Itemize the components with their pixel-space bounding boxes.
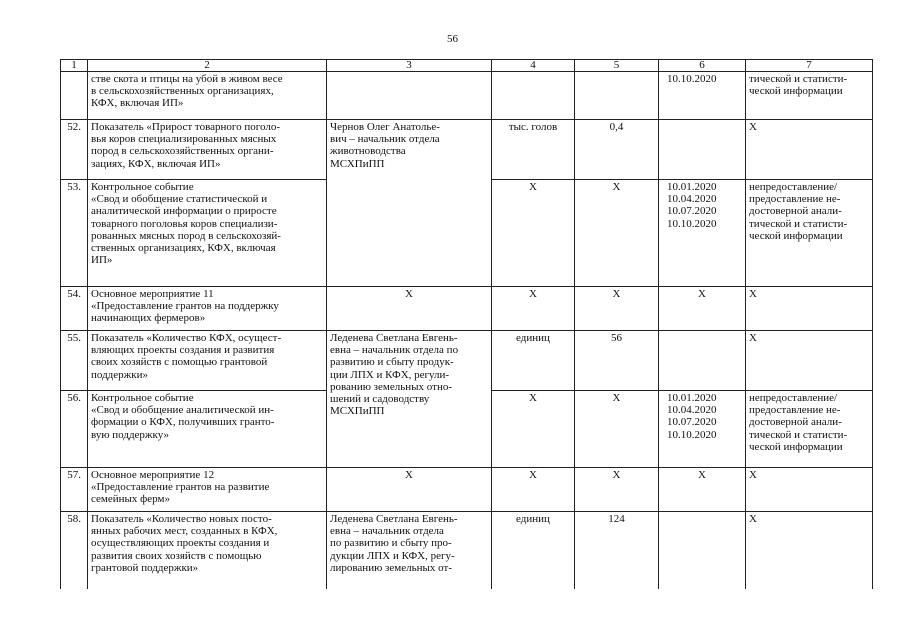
row-name: Контрольное событие «Свод и обобщение аналитической ин- формации о КФХ, получивших гранто- вую поддержку»: [88, 391, 327, 468]
table-row: [61, 120, 873, 180]
row-note: Х: [746, 331, 873, 391]
row-number: 54.: [61, 287, 88, 331]
row-value: 0,4: [575, 120, 659, 180]
row-responsible-merged: Леденева Светлана Евгень- евна – начальник отдела по развитию и сбыту продук- ции ЛПХ и КФХ, регули- рованию земельных отно- шений и садоводству МСХПиПП: [327, 331, 492, 468]
row-unit: единиц: [492, 331, 575, 391]
row-name: Контрольное событие «Свод и обобщение статистической и аналитической информации о приросте товарного поголовья коров специализи- рованных мясных пород в сельскохозяй- ственных организациях, КФХ, включая ИП»: [88, 180, 327, 287]
row-unit: Х: [492, 180, 575, 287]
column-number-row: [61, 60, 873, 72]
table-row: [61, 331, 873, 391]
row-number: [61, 72, 88, 120]
row-number: 55.: [61, 331, 88, 391]
row-unit: Х: [492, 391, 575, 468]
row-unit: Х: [492, 287, 575, 331]
table-row: [61, 287, 873, 331]
column-header: 2: [88, 60, 327, 72]
column-header: 7: [746, 60, 873, 72]
row-dates: 10.10.2020: [659, 72, 746, 120]
row-name: Основное мероприятие 12 «Предоставление грантов на развитие семейных ферм»: [88, 468, 327, 512]
column-header: 4: [492, 60, 575, 72]
column-header: 5: [575, 60, 659, 72]
row-number: 53.: [61, 180, 88, 287]
row-responsible-merged: Чернов Олег Анатолье- вич – начальник отдела животноводства МСХПиПП: [327, 120, 492, 287]
row-name: Показатель «Количество КФХ, осущест- вляющих проекты создания и развития своих хозяйств с помощью грантовой поддержки»: [88, 331, 327, 391]
row-note: Х: [746, 287, 873, 331]
row-unit: тыс. голов: [492, 120, 575, 180]
row-value: 56: [575, 331, 659, 391]
row-responsible: Х: [327, 287, 492, 331]
plan-table: [60, 59, 873, 589]
row-value: Х: [575, 468, 659, 512]
row-name: Основное мероприятие 11 «Предоставление грантов на поддержку начинающих фермеров»: [88, 287, 327, 331]
row-note: тической и статисти- ческой информации: [746, 72, 873, 120]
row-number: 57.: [61, 468, 88, 512]
table-row: [61, 468, 873, 512]
row-note: непредоставление/ предоставление не- достоверной анали- тической и статисти- ческой информации: [746, 180, 873, 287]
row-dates: 10.01.2020 10.04.2020 10.07.2020 10.10.2020: [659, 180, 746, 287]
table-row: [61, 72, 873, 120]
row-value: Х: [575, 287, 659, 331]
row-number: 58.: [61, 512, 88, 589]
row-dates: [659, 512, 746, 589]
column-header: 1: [61, 60, 88, 72]
row-name: Показатель «Количество новых посто- янных рабочих мест, созданных в КФХ, осуществляющих проекты создания и развития своих хозяйств с помощью грантовой поддержки»: [88, 512, 327, 589]
row-name: Показатель «Прирост товарного поголо- вья коров специализированных мясных пород в сельскохозяйственных органи- зациях, КФХ, включая ИП»: [88, 120, 327, 180]
row-note: непредоставление/ предоставление не- достоверной анали- тической и статисти- ческой информации: [746, 391, 873, 468]
row-responsible: [327, 72, 492, 120]
row-dates: Х: [659, 287, 746, 331]
row-name: стве скота и птицы на убой в живом весе в сельскохозяйственных организациях, КФХ, включая ИП»: [88, 72, 327, 120]
row-note: Х: [746, 468, 873, 512]
row-dates: 10.01.2020 10.04.2020 10.07.2020 10.10.2020: [659, 391, 746, 468]
row-unit: единиц: [492, 512, 575, 589]
column-header: 3: [327, 60, 492, 72]
row-value: Х: [575, 180, 659, 287]
row-note: Х: [746, 512, 873, 589]
row-value: [575, 72, 659, 120]
row-dates: Х: [659, 468, 746, 512]
row-dates: [659, 331, 746, 391]
row-dates: [659, 120, 746, 180]
row-responsible: Х: [327, 468, 492, 512]
row-unit: Х: [492, 468, 575, 512]
row-value: 124: [575, 512, 659, 589]
row-note: Х: [746, 120, 873, 180]
column-header: 6: [659, 60, 746, 72]
row-number: 52.: [61, 120, 88, 180]
row-value: Х: [575, 391, 659, 468]
row-unit: [492, 72, 575, 120]
row-responsible: Леденева Светлана Евгень- евна – начальник отдела по развитию и сбыту про- дукции ЛПХ и КФХ, регу- лированию земельных от-: [327, 512, 492, 589]
page-number: 56: [447, 33, 458, 45]
row-number: 56.: [61, 391, 88, 468]
table-row: [61, 512, 873, 589]
